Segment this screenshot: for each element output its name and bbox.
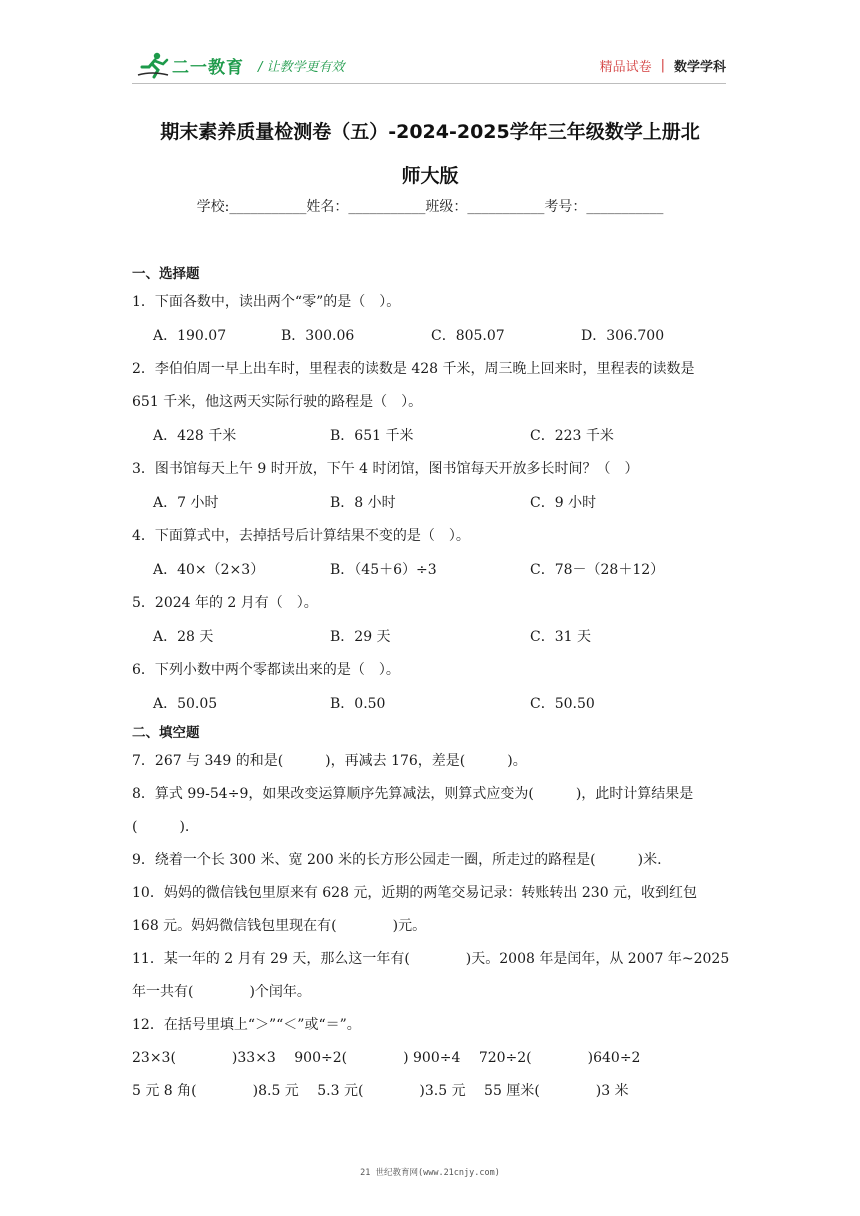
option: B．8 小时 <box>330 495 396 511</box>
question-2 <box>132 353 732 419</box>
page-footer: 21 世纪教育网(www.21cnjy.com) <box>360 1168 500 1178</box>
option: B．651 千米 <box>330 428 414 444</box>
section-fill: 二、填空题 <box>132 725 200 741</box>
question-11-line-2: 年一共有( )个闰年。 <box>132 984 311 1000</box>
question-5: 5．2024 年的 2 月有（ ）。 <box>132 595 318 611</box>
question-11 <box>132 943 732 1009</box>
page-header <box>0 0 860 95</box>
question-1: 1．下面各数中，读出两个“零”的是（ ）。 <box>132 294 401 310</box>
question-10-line-1: 10．妈妈的微信钱包里原来有 628 元，近期的两笔交易记录：转账转出 230 元，收到红包 <box>132 885 698 901</box>
question-12-prompt: 12．在括号里填上“＞”“＜”或“＝”。 <box>132 1017 361 1033</box>
option: A．28 天 <box>153 629 214 645</box>
exam-content <box>132 262 732 1108</box>
question-6: 6．下列小数中两个零都读出来的是（ ）。 <box>132 662 400 678</box>
page-title <box>132 110 728 198</box>
header-divider <box>132 83 726 84</box>
question-8-line-2: ( ). <box>132 819 190 835</box>
question-7: 7．267 与 349 的和是( )，再减去 176，差是( )。 <box>132 753 527 769</box>
option: A．190.07 <box>153 328 227 344</box>
question-2-options <box>132 419 732 453</box>
option: A．50.05 <box>153 696 218 712</box>
question-6-options <box>132 687 732 721</box>
question-12 <box>132 1009 732 1108</box>
slogan: / 让教学更有效 <box>258 59 345 75</box>
question-8 <box>132 778 732 844</box>
question-3: 3．图书馆每天上午 9 时开放，下午 4 时闭馆，图书馆每天开放多长时间？（ ） <box>132 461 639 477</box>
option: A．7 小时 <box>153 495 219 511</box>
option: B．（45＋6）÷3 <box>330 562 437 578</box>
question-10-line-2: 168 元。妈妈微信钱包里现在有( )元。 <box>132 918 427 934</box>
logo <box>136 50 345 80</box>
question-10 <box>132 877 732 943</box>
question-4-options <box>132 553 732 587</box>
question-2-line-1: 2．李伯伯周一早上出车时，里程表的读数是 428 千米，周三晚上回来时，里程表的读数是 <box>132 361 695 377</box>
question-2-line-2: 651 千米，他这两天实际行驶的路程是（ ）。 <box>132 394 423 410</box>
header-tags <box>600 56 726 75</box>
student-info-line: 学校:___________姓名：___________班级：___________考号：___________ <box>196 199 664 215</box>
option: B．0.50 <box>330 696 386 712</box>
question-3-options <box>132 486 732 520</box>
title-line-1: 期末素养质量检测卷（五）-2024-2025学年三年级数学上册北 <box>160 121 700 143</box>
option: C．9 小时 <box>530 495 597 511</box>
question-11-line-1: 11．某一年的 2 月有 29 天，那么这一年有( )天。2008 年是闰年，从 2007 年~2025 <box>132 951 730 967</box>
tag-subject: 数学学科 <box>673 60 726 75</box>
question-1-options <box>132 319 732 353</box>
option: C．805.07 <box>431 328 505 344</box>
option: C．78－（28＋12） <box>530 562 665 578</box>
title-line-2: 师大版 <box>401 165 459 187</box>
option: B．29 天 <box>330 629 391 645</box>
option: D．306.700 <box>581 328 665 344</box>
option: B．300.06 <box>281 328 355 344</box>
logo-text: 二一教育 <box>172 57 244 78</box>
option: A．40×（2×3） <box>153 562 265 578</box>
question-12-row-1: 23×3( )33×3 900÷2( ) 900÷4 720÷2( )640÷2 <box>132 1050 641 1066</box>
option: C．223 千米 <box>530 428 614 444</box>
option: C．50.50 <box>530 696 595 712</box>
question-9: 9．绕着一个长 300 米、宽 200 米的长方形公园走一圈，所走过的路程是( )米. <box>132 852 662 868</box>
question-4: 4．下面算式中，去掉括号后计算结果不变的是（ ）。 <box>132 528 470 544</box>
tag-premium: 精品试卷 <box>599 60 652 75</box>
option: A．428 千米 <box>153 428 237 444</box>
question-5-options <box>132 620 732 654</box>
question-12-row-2: 5 元 8 角( )8.5 元 5.3 元( )3.5 元 55 厘米( )3 米 <box>132 1083 629 1099</box>
runner-logo-icon <box>136 51 170 79</box>
tag-separator: | <box>660 58 665 73</box>
option: C．31 天 <box>530 629 591 645</box>
section-choice: 一、选择题 <box>132 266 200 282</box>
question-8-line-1: 8．算式 99-54÷9，如果改变运算顺序先算减法，则算式应变为( )，此时计算结果是 <box>132 786 694 802</box>
